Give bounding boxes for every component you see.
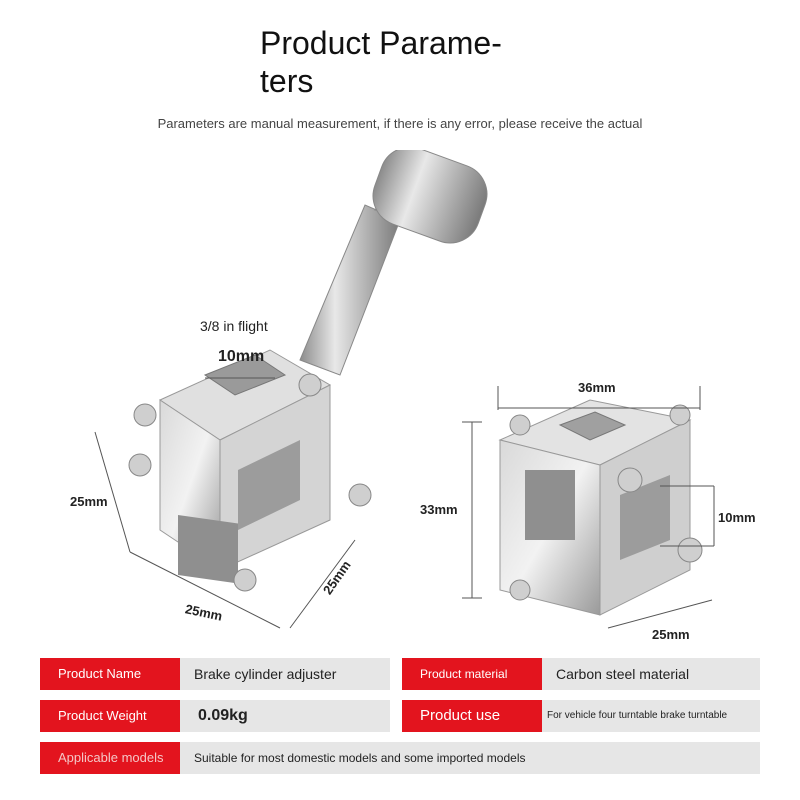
applicable-models-value: Suitable for most domestic models and some imported models (180, 742, 760, 774)
product-illustration (0, 150, 800, 650)
square-drive-label: 10mm (218, 348, 265, 365)
left-width-label: 25mm (183, 601, 224, 624)
table-row (40, 658, 760, 690)
right-hole-label: 10mm (718, 510, 756, 525)
right-height-label: 33mm (420, 502, 458, 517)
applicable-models-label: Applicable models (40, 742, 180, 774)
product-material-value: Carbon steel material (542, 658, 760, 690)
page-subtitle: Parameters are manual measurement, if there is any error, please receive the actual (157, 116, 643, 131)
product-use-value: For vehicle four turntable brake turntable (542, 700, 760, 732)
flight-label: 3/8 in flight (200, 318, 268, 334)
right-width-label: 36mm (578, 380, 616, 395)
table-row (40, 742, 760, 774)
product-weight-label: Product Weight (40, 700, 180, 732)
product-use-label: Product use (402, 700, 542, 732)
right-cube (500, 400, 702, 615)
product-name-label: Product Name (40, 658, 180, 690)
socket-extension (300, 150, 495, 375)
left-depth-label: 25mm (319, 557, 354, 598)
product-weight-value: 0.09kg (180, 700, 390, 732)
left-cube (129, 350, 371, 591)
product-name-value: Brake cylinder adjuster (180, 658, 390, 690)
right-depth-label: 25mm (652, 627, 690, 642)
product-material-label: Product material (402, 658, 542, 690)
table-row (40, 700, 760, 732)
tool-drawing (0, 150, 800, 650)
page-title: Product Parame- ters (260, 25, 502, 99)
left-height-label: 25mm (70, 494, 108, 509)
